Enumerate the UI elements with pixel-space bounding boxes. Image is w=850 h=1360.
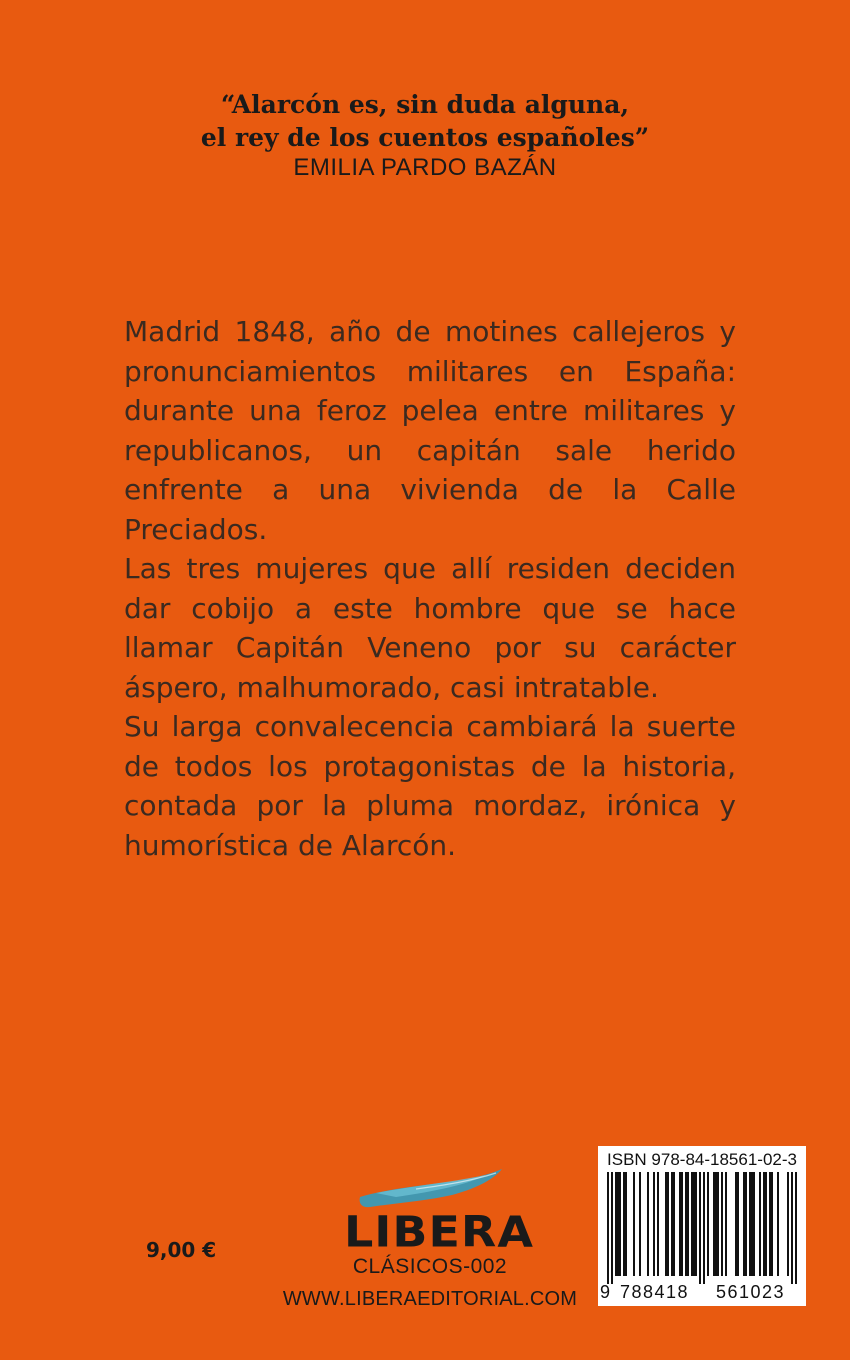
barcode-bar bbox=[717, 1172, 719, 1276]
barcode-bar bbox=[765, 1172, 767, 1276]
barcode-bar bbox=[795, 1172, 797, 1284]
barcode-bar bbox=[667, 1172, 669, 1276]
barcode-bar bbox=[673, 1172, 675, 1276]
barcode-bar bbox=[647, 1172, 649, 1276]
barcode-bar bbox=[685, 1172, 687, 1276]
quote-block bbox=[0, 88, 850, 182]
barcode-bar bbox=[745, 1172, 747, 1276]
barcode-bar bbox=[617, 1172, 619, 1276]
barcode-bar bbox=[611, 1172, 613, 1284]
barcode-bar bbox=[749, 1172, 751, 1276]
publisher-logo bbox=[330, 1165, 534, 1285]
publisher-website: WWW.LIBERAEDITORIAL.COM bbox=[282, 1288, 578, 1310]
barcode-bar bbox=[737, 1172, 739, 1276]
barcode-bar bbox=[633, 1172, 635, 1276]
barcode-bar bbox=[607, 1172, 609, 1284]
barcode-bar bbox=[753, 1172, 755, 1276]
barcode-bar bbox=[703, 1172, 705, 1284]
isbn-label: ISBN 978-84-18561-02-3 bbox=[607, 1150, 797, 1169]
barcode-bar bbox=[759, 1172, 761, 1276]
barcode-bar bbox=[771, 1172, 773, 1276]
ean-left-group: 788418 bbox=[620, 1282, 690, 1302]
synopsis bbox=[124, 312, 736, 865]
series-label: CLÁSICOS-002 bbox=[352, 1255, 508, 1278]
barcode-bar bbox=[707, 1172, 709, 1276]
barcode-bar bbox=[713, 1172, 715, 1276]
ean-right-group: 561023 bbox=[716, 1282, 786, 1302]
barcode-bar bbox=[623, 1172, 625, 1276]
barcode-bar bbox=[725, 1172, 727, 1276]
barcode-bar bbox=[769, 1172, 771, 1276]
barcode-bar bbox=[791, 1172, 793, 1284]
publisher-name: LIBERA bbox=[344, 1207, 534, 1257]
barcode-bar bbox=[681, 1172, 683, 1276]
barcode-bar bbox=[671, 1172, 673, 1276]
barcode-bar bbox=[619, 1172, 621, 1276]
barcode-bar bbox=[735, 1172, 737, 1276]
quote-line-2: el rey de los cuentos españoles” bbox=[200, 123, 650, 152]
barcode-bar bbox=[721, 1172, 723, 1276]
barcode-bar bbox=[763, 1172, 765, 1276]
synopsis-paragraph-1: Madrid 1848, año de motines callejeros y pronunciamientos militares en España: durante una feroz pelea entre militares y republicanos, un capitán sale herido enfrente a una vivienda de la Calle Preciados. bbox=[124, 315, 736, 546]
barcode-bar bbox=[751, 1172, 753, 1276]
barcode-bar bbox=[693, 1172, 695, 1276]
barcode-bar bbox=[625, 1172, 627, 1276]
barcode-bar bbox=[699, 1172, 701, 1284]
barcode-bar bbox=[615, 1172, 617, 1276]
synopsis-paragraph-3: Su larga convalecencia cambiará la suerte de todos los protagonistas de la historia, contada por la pluma mordaz, irónica y humorística de Alarcón. bbox=[124, 710, 736, 862]
barcode-bar bbox=[687, 1172, 689, 1276]
barcode-bar bbox=[715, 1172, 717, 1276]
barcode-bar bbox=[665, 1172, 667, 1276]
barcode-bar bbox=[639, 1172, 641, 1276]
quote-line-1: “Alarcón es, sin duda alguna, bbox=[220, 90, 630, 119]
barcode-bar bbox=[695, 1172, 697, 1276]
price-label: 9,00 € bbox=[146, 1238, 217, 1262]
barcode-bar bbox=[743, 1172, 745, 1276]
ean-first-digit: 9 bbox=[600, 1282, 611, 1302]
barcode-bar bbox=[777, 1172, 779, 1276]
barcode-bar bbox=[787, 1172, 789, 1276]
barcode-bar bbox=[691, 1172, 693, 1276]
quote-author: EMILIA PARDO BAZÁN bbox=[293, 154, 557, 181]
barcode-bars bbox=[606, 1172, 798, 1284]
barcode-bar bbox=[657, 1172, 659, 1276]
barcode-bar bbox=[679, 1172, 681, 1276]
isbn-barcode bbox=[598, 1146, 806, 1306]
synopsis-paragraph-2: Las tres mujeres que allí residen deciden dar cobijo a este hombre que se hace llamar Capitán Veneno por su carácter áspero, malhumorado, casi intratable. bbox=[124, 552, 736, 704]
barcode-bar bbox=[653, 1172, 655, 1276]
